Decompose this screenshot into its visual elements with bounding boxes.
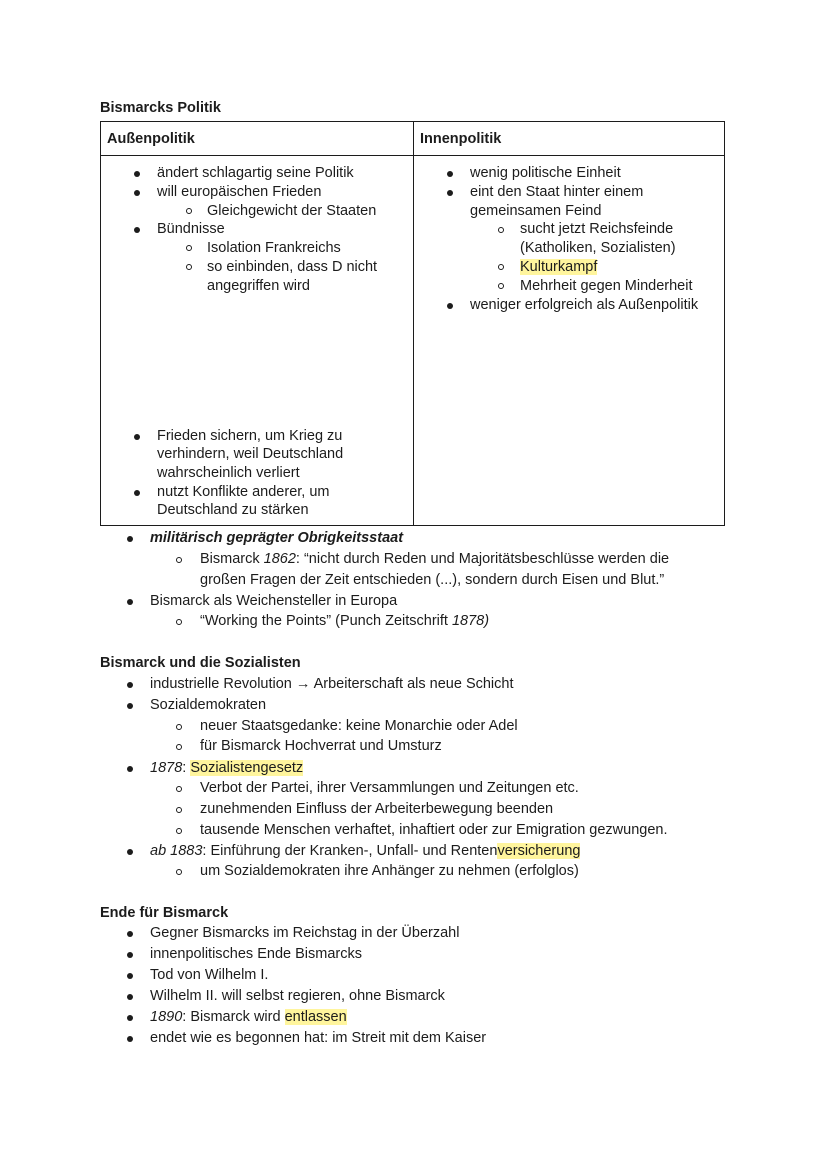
sub-bullet: [176, 557, 182, 563]
list-item: Mehrheit gegen Minderheit: [520, 278, 693, 294]
list-item: Bismarck 1862: “nicht durch Reden und Majoritätsbeschlüsse werden die: [200, 551, 670, 567]
list-item: wenig politische Einheit: [470, 165, 621, 181]
bullet: [134, 434, 140, 440]
list-item: Isolation Frankreichs: [207, 240, 341, 256]
list-item-cont: angegriffen wird: [207, 278, 310, 294]
highlight-versicherung: versicherung: [497, 843, 581, 859]
sub-bullet: [176, 619, 182, 625]
highlight-sozialistengesetz: Sozialistengesetz: [190, 760, 304, 776]
bullet: [447, 171, 453, 177]
bullet: [127, 1036, 133, 1042]
sub-bullet: [498, 264, 504, 270]
list-item: Wilhelm II. will selbst regieren, ohne Bismarck: [150, 988, 445, 1004]
list-item: 1890: Bismarck wird entlassen: [150, 1009, 347, 1025]
list-item: industrielle Revolution → Arbeiterschaft als neue Schicht: [150, 676, 514, 692]
list-item: Tod von Wilhelm I.: [150, 967, 269, 983]
list-item-cont: gemeinsamen Feind: [470, 203, 602, 219]
list-item: militärisch geprägter Obrigkeitsstaat: [150, 530, 404, 546]
list-item: will europäischen Frieden: [157, 184, 322, 200]
page-title: Bismarcks Politik: [100, 100, 221, 116]
sub-bullet: [498, 283, 504, 289]
bullet: [127, 952, 133, 958]
list-item-cont: Deutschland zu stärken: [157, 502, 309, 518]
list-item-cont: wahrscheinlich verliert: [157, 465, 300, 481]
list-item: 1878: Sozialistengesetz: [150, 760, 304, 776]
sub-bullet: [176, 828, 182, 834]
list-item: ab 1883: Einführung der Kranken-, Unfall- und Rentenversicherung: [150, 843, 581, 859]
bullet: [127, 766, 133, 772]
list-item: neuer Staatsgedanke: keine Monarchie oder Adel: [200, 718, 518, 734]
list-item: endet wie es begonnen hat: im Streit mit dem Kaiser: [150, 1030, 487, 1046]
section-heading-sozialisten: Bismarck und die Sozialisten: [100, 655, 301, 671]
sub-bullet: [176, 786, 182, 792]
bullet: [127, 973, 133, 979]
column-header-innenpolitik: Innenpolitik: [420, 131, 502, 147]
bullet: [127, 599, 133, 605]
list-item: tausende Menschen verhaftet, inhaftiert oder zur Emigration gezwungen.: [200, 822, 668, 838]
list-item: sucht jetzt Reichsfeinde: [520, 221, 674, 237]
bullet: [127, 931, 133, 937]
list-item: zunehmenden Einfluss der Arbeiterbewegung beenden: [200, 801, 554, 817]
list-item: weniger erfolgreich als Außenpolitik: [470, 297, 699, 313]
list-item: ändert schlagartig seine Politik: [157, 165, 354, 181]
list-item: “Working the Points” (Punch Zeitschrift 1878): [200, 613, 490, 629]
bullet: [127, 1015, 133, 1021]
bullet: [127, 536, 133, 542]
list-item: um Sozialdemokraten ihre Anhänger zu nehmen (erfolglos): [200, 863, 579, 879]
list-item: Bismarck als Weichensteller in Europa: [150, 593, 398, 609]
list-item-cont: (Katholiken, Sozialisten): [520, 240, 676, 256]
list-item: Sozialdemokraten: [150, 697, 267, 713]
section-heading-ende: Ende für Bismarck: [100, 905, 229, 921]
bullet: [134, 227, 140, 233]
sub-bullet: [176, 869, 182, 875]
sub-bullet: [176, 724, 182, 730]
list-item-cont: verhindern, weil Deutschland: [157, 446, 344, 462]
list-item-cont: großen Fragen der Zeit entschieden (...), sondern durch Eisen und Blut.”: [200, 572, 665, 588]
bullet: [134, 171, 140, 177]
list-item: Gegner Bismarcks im Reichstag in der Überzahl: [150, 925, 460, 941]
bullet: [134, 490, 140, 496]
list-item: Frieden sichern, um Krieg zu: [157, 428, 343, 444]
list-item: innenpolitisches Ende Bismarcks: [150, 946, 362, 962]
list-item: eint den Staat hinter einem: [470, 184, 644, 200]
bullet: [127, 849, 133, 855]
bullet: [127, 682, 133, 688]
sub-bullet: [186, 264, 192, 270]
sub-bullet: [176, 807, 182, 813]
sub-bullet: [186, 208, 192, 214]
list-item: so einbinden, dass D nicht: [207, 259, 378, 275]
list-item: Bündnisse: [157, 221, 225, 237]
sub-bullet: [176, 744, 182, 750]
column-header-aussenpolitik: Außenpolitik: [107, 131, 195, 147]
bullet: [447, 303, 453, 309]
sub-bullet: [498, 227, 504, 233]
list-item: Verbot der Partei, ihrer Versammlungen und Zeitungen etc.: [200, 780, 579, 796]
list-item: nutzt Konflikte anderer, um: [157, 484, 330, 500]
sub-bullet: [186, 245, 192, 251]
bullet: [127, 703, 133, 709]
bullet: [127, 994, 133, 1000]
list-item: Gleichgewicht der Staaten: [207, 203, 377, 219]
highlight-entlassen: entlassen: [284, 1009, 347, 1025]
bullet: [447, 190, 453, 196]
bullet: [134, 190, 140, 196]
list-item: für Bismarck Hochverrat und Umsturz: [200, 738, 442, 754]
highlight-kulturkampf: Kulturkampf: [520, 259, 598, 275]
